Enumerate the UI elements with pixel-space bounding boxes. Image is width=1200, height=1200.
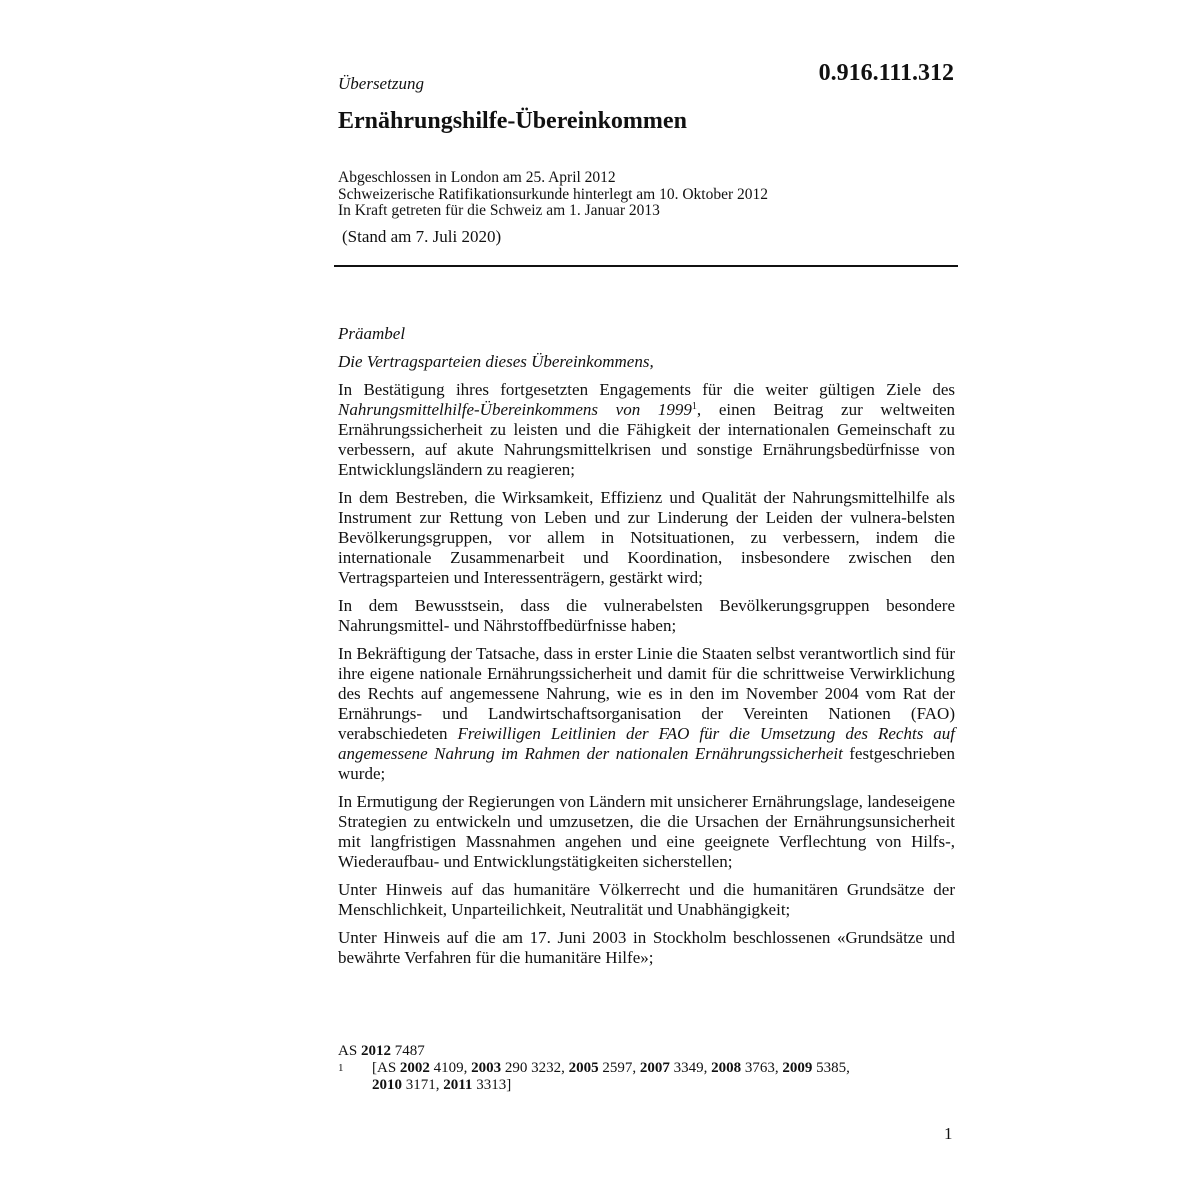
preamble-paragraph-3: In dem Bewusstsein, dass die vulnerabelsten Bevölkerungsgruppen besondere Nahrungsmittel- und Nährstoffbedürfnisse haben; (338, 596, 955, 635)
footnotes (338, 1043, 892, 1094)
status-date: (Stand am 7. Juli 2020) (342, 227, 502, 246)
preamble-intro: Die Vertragsparteien dieses Übereinkommens, (338, 352, 654, 371)
footnote-1 (338, 1060, 892, 1094)
convention-1999-reference: Nahrungsmittelhilfe-Übereinkommens von 1999 (338, 400, 692, 419)
preamble-paragraphs (338, 380, 955, 976)
footnote-mark: 1 (338, 1062, 344, 1074)
document-title: Ernährungshilfe-Übereinkommen (338, 108, 687, 134)
preamble-paragraph-7: Unter Hinweis auf die am 17. Juni 2003 in Stockholm beschlossenen «Grundsätze und bewährte Verfahren für die humanitäre Hilfe»; (338, 928, 955, 967)
preamble-heading: Präambel (338, 324, 406, 343)
preamble-paragraph-4: In Bekräftigung der Tatsache, dass in erster Linie die Staaten selbst verantwortlich sind für ihre eigene nationale Ernährungssicherheit und damit für die schrittweise Verwirklichung des Rechts auf angemessene Nahrung, wie es in den im November 2004 vom Rat der Ernährungs- und Landwirtschaftsorganisation der Vereinten Nationen (FAO) verabschiedeten Freiwilligen Leitlinien der FAO für die Umsetzung des Rechts auf angemessene Nahrung im Rahmen der nationalen Ernährungssicherheit festgeschrieben wurde; (338, 644, 955, 783)
in-force-line: In Kraft getreten für die Schweiz am 1. Januar 2013 (338, 202, 660, 219)
preamble-paragraph-5: In Ermutigung der Regierungen von Ländern mit unsicherer Ernährungslage, landeseigene Strategien zu entwickeln und umzusetzen, die die Ursachen der Ernährungsunsicherheit mit langfristigen Massnahmen angehen und eine geeignete Verflechtung von Hilfs-, Wiederaufbau- und Entwicklungstätigkeiten sicherstellen; (338, 792, 955, 871)
header-divider (334, 265, 958, 267)
translation-label: Übersetzung (338, 74, 424, 93)
preamble-paragraph-2: In dem Bestreben, die Wirksamkeit, Effizienz und Qualität der Nahrungsmittelhilfe als Instrument zur Rettung von Leben und zur Linderung der Leiden der vulnera-belsten Bevölkerungsgruppen, vor allem in Notsituationen, zu verbessern, indem die internationale Zusammenarbeit und Koordination, insbesondere zwischen den Vertragsparteien und Interessenträgern, gestärkt wird; (338, 488, 955, 587)
fao-guidelines-reference: Freiwilligen Leitlinien der FAO für die Umsetzung des Rechts auf angemessene Nahrung im Rahmen der nationalen Ernährungssicherheit (338, 724, 955, 763)
preamble-paragraph-1: In Bestätigung ihres fortgesetzten Engagements für die weiter gültigen Ziele des Nahrungsmittelhilfe-Übereinkommens von 1999$^1$, einen Beitrag zur weltweiten Ernährungssicherheit zu leisten und die Fähigkeit der internationalen Gemeinschaft zu verbessern, auf akute Nahrungsmittelkrisen und sonstige Ernährungsbedürfnisse von Entwicklungsländern zu reagieren; (338, 380, 956, 479)
sr-number: 0.916.111.312 (818, 60, 954, 86)
document-meta (338, 170, 768, 220)
footnote-text: [AS 2002 4109, 2003 290 3232, 2005 2597, 2007 3349, 2008 3763, 2009 5385, 2010 3171, 2011 3313] (372, 1060, 850, 1093)
ratification-line: Schweizerische Ratifikationsurkunde hinterlegt am 10. Oktober 2012 (338, 185, 769, 203)
page-number: 1 (944, 1124, 953, 1143)
footnote-ref-1[interactable]: 1 (691, 401, 697, 412)
as-reference: AS 2012 7487 (338, 1043, 425, 1059)
concluded-line: Abgeschlossen in London am 25. April 2012 (338, 169, 616, 186)
preamble-paragraph-6: Unter Hinweis auf das humanitäre Völkerrecht und die humanitären Grundsätze der Menschlichkeit, Unparteilichkeit, Neutralität und Unabhängigkeit; (338, 880, 955, 919)
